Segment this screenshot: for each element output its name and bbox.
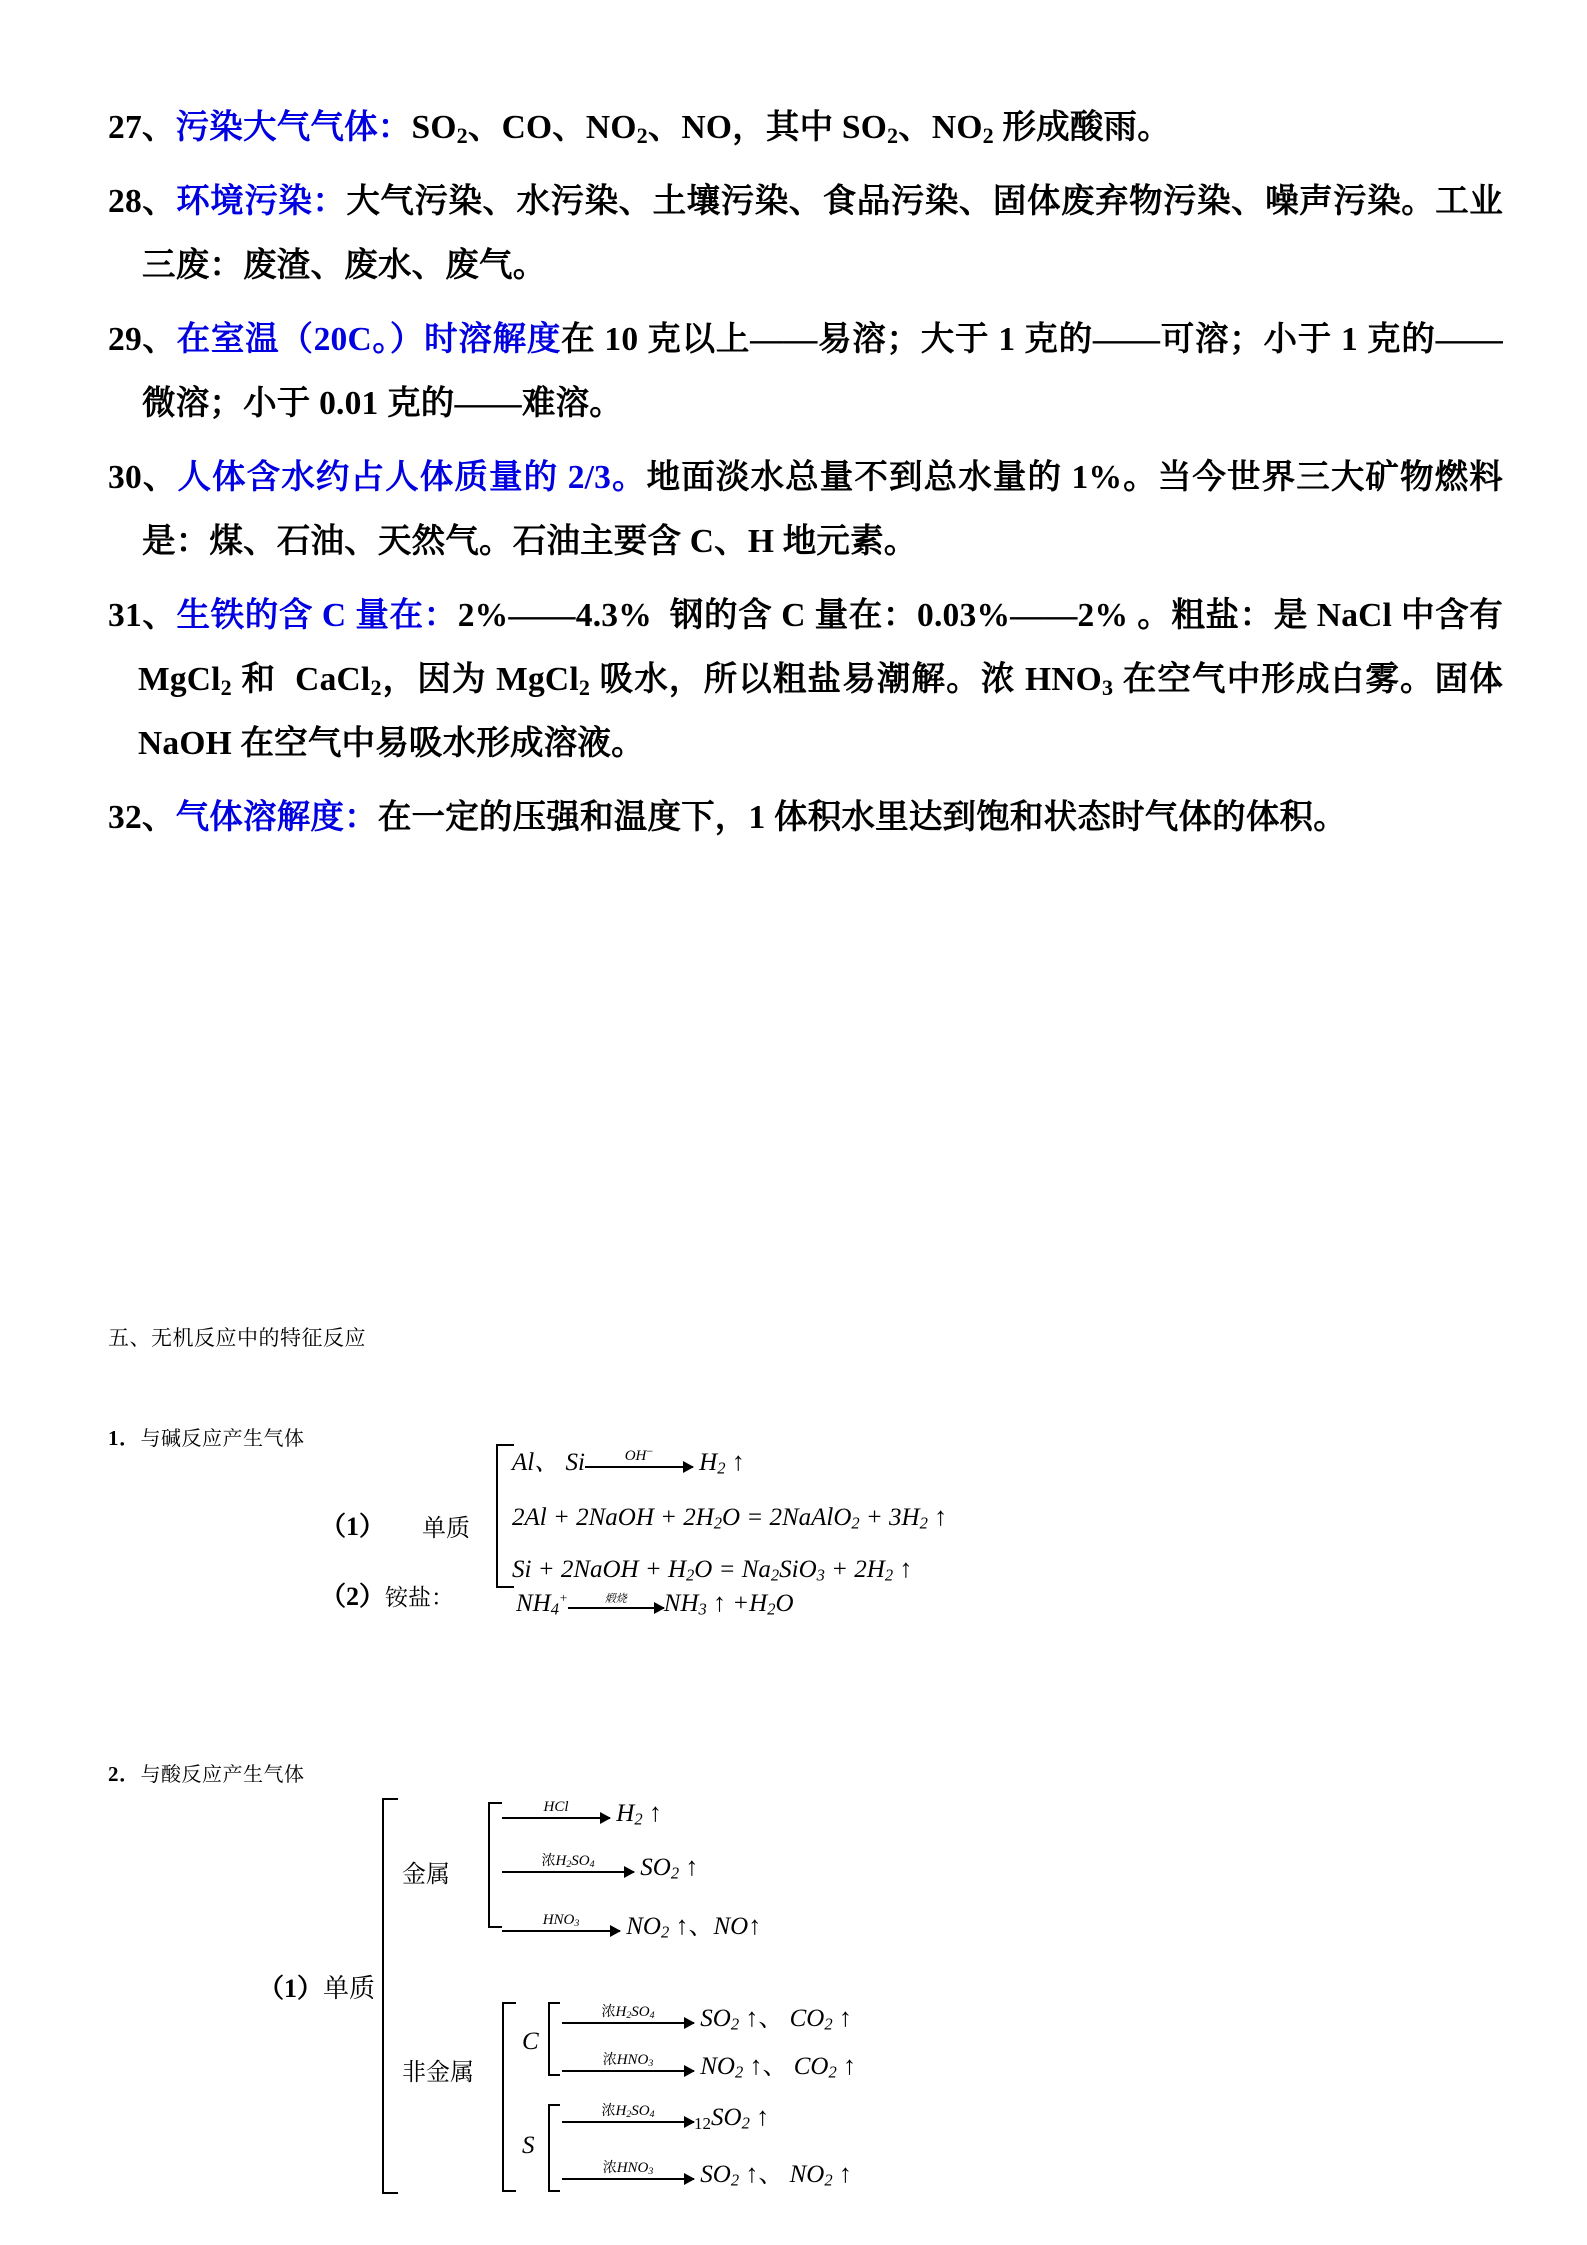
note-term-31: 生铁的含 C 量在： <box>176 597 458 634</box>
note-term-30: 人体含水约占人体质量的 2/3。 <box>177 459 647 496</box>
arrow-label-conc-h2so4: 浓$H_2SO_4$ <box>541 1853 595 1871</box>
block1-item2-label <box>320 1576 454 1613</box>
note-body-28: 大气污染、水污染、土壤污染、食品污染、固体废弃物污染、噪声污染。工业三废：废渣、废水、废气。 <box>142 183 1503 284</box>
note-number-29: 29、 <box>108 321 177 358</box>
block2-item1-label <box>258 1968 375 2005</box>
note-term-28: 环境污染： <box>176 183 347 220</box>
arrow-label-c-conc-h2so4: 浓$H_2SO_4$ <box>601 2004 655 2022</box>
note-item-30 <box>108 446 1503 574</box>
block2-sulfur-equation-1: 浓$H_2SO_4$ $12SO_2$ ↑ <box>562 2102 769 2134</box>
block2-sulfur-brace <box>548 2104 560 2192</box>
reaction-block-acid <box>250 1790 1350 2210</box>
note-body-30: 地面淡水总量不到总水量的 1%。当今世界三大矿物燃料是：煤、石油、天然气。石油主要含 C、H 地元素。 <box>142 459 1503 560</box>
reaction-arrow-heat <box>568 1592 664 1618</box>
eq1-products: $H_2$ ↑ <box>692 1447 745 1478</box>
subsection-1-number: 1． <box>108 1426 141 1450</box>
note-number-32: 32、 <box>108 799 176 836</box>
eq1-reactants: Al、 Si <box>512 1449 585 1476</box>
reaction-block-base <box>300 1432 1200 1619</box>
block2-sulfur-label: S <box>522 2132 535 2159</box>
block2-metal-equation-3: $HNO_3$ $NO_2$ ↑、NO↑ <box>502 1906 761 1942</box>
block1-item1-category: 单质 <box>422 1514 470 1542</box>
subsection-2-title: 与酸反应产生气体 <box>140 1762 305 1786</box>
block2-metal-equation-2: 浓$H_2SO_4$ $SO_2$ ↑ <box>502 1852 698 1882</box>
arrow-label-heat: 煅烧 <box>604 1592 627 1606</box>
note-term-29: 在室温（20C。）时溶解度 <box>176 321 562 358</box>
note-number-31: 31、 <box>108 597 177 634</box>
subsection-heading-2 <box>108 1758 305 1788</box>
note-item-28 <box>108 170 1503 298</box>
arrow-label-s-conc-hno3: 浓$HNO_3$ <box>602 2160 654 2178</box>
note-number-27: 27、 <box>108 109 176 146</box>
note-body-32: 在一定的压强和温度下，1 体积水里达到饱和状态时气体的体积。 <box>377 799 1347 836</box>
block1-item2-number: （2） <box>320 1582 386 1611</box>
subsection-2-number: 2． <box>108 1762 141 1786</box>
block2-metal-label: 金属 <box>402 1860 450 1888</box>
reaction-arrow-s-conc-hno3 <box>562 2160 694 2189</box>
subsection-heading-1 <box>108 1422 305 1452</box>
numbered-notes-list <box>108 96 1503 860</box>
block2-sulfur-equation-2: 浓$HNO_3$ $SO_2$ ↑、 $NO_2$ ↑ <box>562 2154 852 2190</box>
block2-carbon-equation-2: 浓$HNO_3$ $NO_2$ ↑、 $CO_2$ ↑ <box>562 2046 856 2082</box>
reaction-arrow-hno3 <box>502 1912 620 1941</box>
block2-carbon-brace <box>548 2002 560 2076</box>
block1-item2-category: 铵盐： <box>385 1585 455 1611</box>
block1-equation-3: Si + 2NaOH + $H_2O = Na_2SiO_3 + 2H_2$ ↑ <box>512 1554 913 1585</box>
block2-carbon-equation-1: 浓$H_2SO_4$ $SO_2$ ↑、 $CO_2$ ↑ <box>562 1998 852 2034</box>
block1-item1-label <box>320 1506 385 1543</box>
block2-nonmetal-brace <box>502 2002 516 2192</box>
subsection-1-title: 与碱反应产生气体 <box>140 1426 305 1450</box>
reaction-arrow-c-conc-h2so4 <box>562 2004 694 2033</box>
note-number-28: 28、 <box>108 183 177 220</box>
note-item-27: 27、污染大气气体：$SO_2$、CO、$NO_2$、NO，其中 $SO_2$、$NO_2$ 形成酸雨。 <box>108 109 1171 148</box>
note-body-29: 在 10 克以上——易溶；大于 1 克的——可溶；小于 1 克的——微溶；小于 0.01 克的——难溶。 <box>142 321 1503 422</box>
arrow-label-s-conc-h2so4: 浓$H_2SO_4$ <box>601 2103 655 2121</box>
arrow-label-hcl: HCl <box>543 1799 569 1816</box>
block2-item1-category: 单质 <box>323 1974 376 2004</box>
block2-carbon-label: C <box>522 2028 539 2055</box>
note-item-31: 31、生铁的含 C 量在：2%——4.3% 钢的含 C 量在：0.03%——2% 。粗盐：是 NaCl 中含有 MgCl$_2$ 和 CaCl$_2$，因为 MgCl$_2$ 吸水，所以粗盐易潮解。浓 $HNO_3$ 在空气中形成白雾。固体 NaOH 在空气中易吸水形成溶液。 <box>108 597 1503 762</box>
block1-item1-number: （1） <box>320 1512 386 1541</box>
block2-item1-number: （1） <box>258 1974 324 2003</box>
note-number-30: 30、 <box>108 459 178 496</box>
block2-metal-equation-1: HCl $H_2$ ↑ <box>502 1798 662 1828</box>
block1-equation-2: 2Al + 2NaOH + $2H_2O$ = 2NaAlO$_2$ + $3H_2$ ↑ <box>512 1502 948 1533</box>
stray-artifact-12: 12 <box>694 2114 711 2133</box>
block2-metal-brace <box>488 1802 502 1928</box>
block2-outer-brace <box>382 1798 398 2194</box>
block2-nonmetal-label: 非金属 <box>402 2058 474 2086</box>
note-item-29 <box>108 308 1503 436</box>
note-term-27: 污染大气气体： <box>175 109 412 146</box>
block1-equation-1 <box>512 1442 745 1478</box>
reaction-arrow-oh <box>585 1444 693 1477</box>
note-term-32: 气体溶解度： <box>175 799 378 836</box>
section-heading-five: 五、无机反应中的特征反应 <box>108 1326 366 1350</box>
arrow-label-c-conc-hno3: 浓$HNO_3$ <box>602 2052 654 2070</box>
arrow-label-hno3: $HNO_3$ <box>542 1912 580 1930</box>
note-item-32 <box>108 786 1503 850</box>
reaction-arrow-c-conc-hno3 <box>562 2052 694 2081</box>
block1-equation-4: $NH_4^+$ 煅烧 $NH_3$ ↑ $+H_2O$ <box>516 1588 794 1619</box>
arrow-label-oh: OH− <box>624 1444 654 1465</box>
